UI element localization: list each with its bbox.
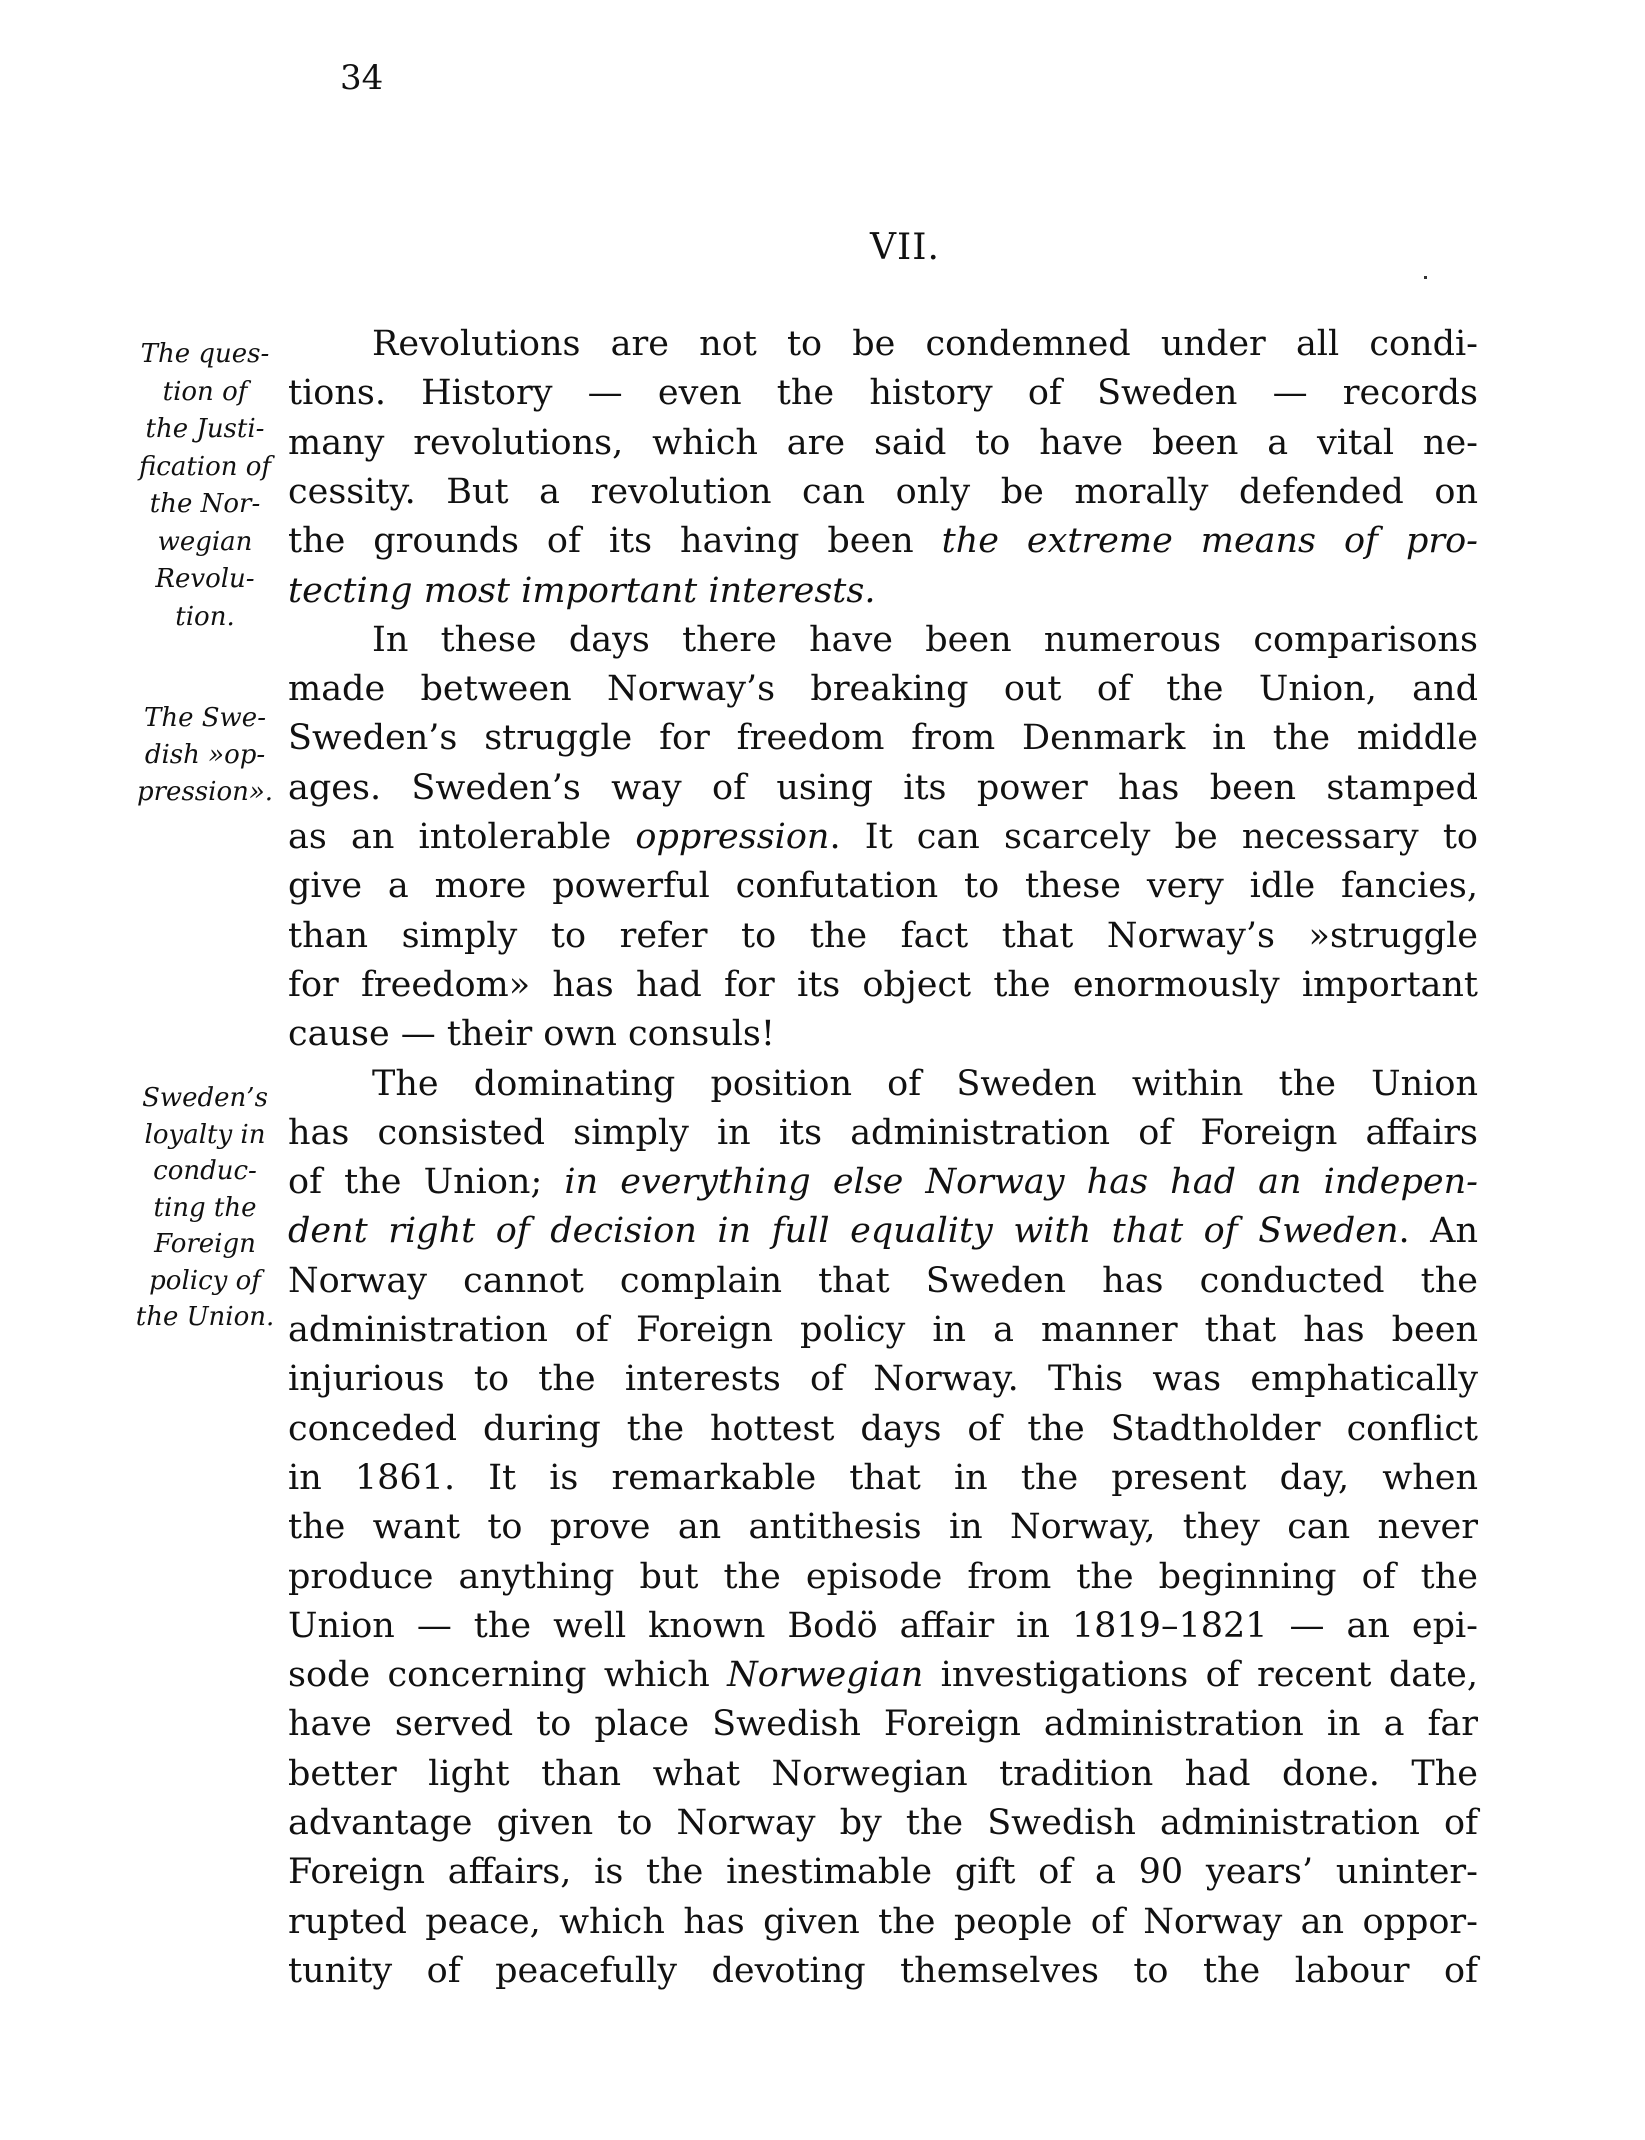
text-line: [288, 1158, 1478, 1207]
text-line: [288, 1503, 1478, 1552]
text-span: than simply to refer to the fact that Norway’s »struggle: [288, 915, 1478, 956]
page-number: 34: [340, 58, 384, 98]
margin-note-line: Sweden’s: [142, 1083, 268, 1113]
margin-note-line: Revolu-: [155, 564, 255, 594]
text-span: tunity of peacefully devoting themselves to the labour of: [288, 1950, 1478, 1991]
text-line: [288, 1799, 1478, 1848]
margin-note-line: Foreign: [154, 1229, 256, 1259]
text-span: . An: [1398, 1211, 1478, 1252]
text-span: in 1861. It is remarkable that in the present day, when: [288, 1457, 1478, 1498]
text-line: [288, 813, 1478, 862]
margin-note-line: dish »op-: [144, 740, 266, 770]
text-span: tions. History — even the history of Sweden — records: [288, 373, 1478, 414]
paragraph-first-line: [288, 616, 1478, 665]
text-line: [288, 714, 1478, 763]
text-line: [288, 862, 1478, 911]
text-span: made between Norway’s breaking out of the Union, and: [288, 669, 1478, 710]
text-line: [288, 567, 1478, 616]
text-span: for freedom» has had for its object the enormously important: [288, 964, 1478, 1005]
text-line: [288, 1257, 1478, 1306]
text-line: [288, 1207, 1478, 1256]
text-span: The dominating position of Sweden within the Union: [372, 1063, 1478, 1104]
text-span: has consisted simply in its administration of Foreign affairs: [288, 1112, 1478, 1153]
text-line: [288, 1454, 1478, 1503]
margin-note-line: the Justi-: [145, 414, 265, 444]
text-line: [288, 1750, 1478, 1799]
margin-note-line: wegian: [157, 526, 253, 557]
margin-note-line: pression».: [136, 777, 274, 807]
text-span: Revolutions are not to be condemned under all condi-: [372, 324, 1478, 364]
margin-note-line: the Nor-: [149, 489, 261, 519]
margin-note-line: tion.: [175, 601, 235, 632]
text-span: give a more powerful confutation to these very idle fancies,: [288, 866, 1478, 907]
text-span: sode concerning which: [288, 1655, 728, 1696]
text-span: injurious to the interests of Norway. This was emphatically: [288, 1359, 1478, 1400]
italic-text: the extreme means of pro-: [941, 521, 1478, 562]
text-line: [288, 912, 1478, 961]
text-line: [288, 1651, 1478, 1700]
margin-note-line: policy of: [149, 1265, 261, 1296]
paragraph-first-line: [288, 1060, 1478, 1109]
text-span: rupted peace, which has given the people of Norway an oppor-: [288, 1901, 1478, 1942]
text-line: [288, 1898, 1478, 1947]
text-line: [288, 1355, 1478, 1404]
text-line: [288, 1602, 1478, 1651]
margin-note-line: loyalty in: [144, 1119, 266, 1150]
print-speck: [1424, 276, 1427, 279]
margin-note-line: fication of: [138, 451, 272, 482]
text-span: cause — their own consuls!: [288, 1014, 775, 1055]
margin-note-line: ting the: [153, 1192, 257, 1223]
margin-note-line: tion of: [162, 376, 248, 407]
text-line: [288, 1306, 1478, 1355]
text-span: In these days there have been numerous comparisons: [372, 619, 1478, 660]
text-span: as an intolerable: [288, 817, 636, 857]
text-line: [288, 1010, 1478, 1059]
text-span: cessity. But a revolution can only be morally defended on: [288, 471, 1478, 512]
text-line: [288, 419, 1478, 468]
paragraph-first-line: [288, 320, 1478, 369]
italic-text: dent right of decision in full equality with that of Sweden: [288, 1211, 1399, 1252]
text-span: advantage given to Norway by the Swedish administration of: [288, 1803, 1478, 1843]
text-line: [288, 517, 1478, 566]
text-span: conceded during the hottest days of the Stadtholder conflict: [288, 1408, 1478, 1449]
text-line: [288, 369, 1478, 418]
text-span: Norway cannot complain that Sweden has conducted the: [288, 1260, 1478, 1301]
text-span: of the Union;: [288, 1162, 565, 1203]
text-span: administration of Foreign policy in a manner that has been: [288, 1310, 1478, 1350]
text-span: produce anything but the episode from the beginning of the: [288, 1556, 1478, 1597]
italic-text: Norwegian: [727, 1655, 924, 1696]
text-span: better light than what Norwegian tradition had done. The: [288, 1753, 1478, 1794]
chapter-heading: VII.: [870, 227, 940, 268]
text-line: [288, 1553, 1478, 1602]
text-line: [288, 1405, 1478, 1454]
italic-text: tecting most important interests.: [288, 570, 876, 611]
text-line: [288, 665, 1478, 714]
text-line: [288, 961, 1478, 1010]
text-span: Foreign affairs, is the inestimable gift of a 90 years’ uninter-: [288, 1852, 1478, 1893]
text-line: [288, 1109, 1478, 1158]
text-line: [288, 1947, 1478, 1996]
text-line: [288, 764, 1478, 813]
margin-note-line: the Union.: [135, 1302, 275, 1332]
text-span: the grounds of its having been: [288, 521, 942, 562]
text-span: Union — the well known Bodö affair in 1819–1821 — an epi-: [288, 1605, 1478, 1646]
text-span: the want to prove an antithesis in Norway, they can never: [288, 1507, 1478, 1548]
text-line: [288, 1848, 1478, 1897]
text-span: ages. Sweden’s way of using its power has been stamped: [288, 767, 1478, 808]
text-span: investigations of recent date,: [923, 1655, 1478, 1696]
italic-text: in everything else Norway has had an indepen-: [564, 1162, 1478, 1203]
margin-note-line: conduc-: [153, 1156, 257, 1186]
text-line: [288, 1700, 1478, 1749]
margin-note-line: The Swe-: [144, 703, 266, 733]
text-line: [288, 468, 1478, 517]
margin-note-line: The ques-: [140, 339, 270, 369]
text-span: . It can scarcely be necessary to: [829, 817, 1478, 857]
italic-text: oppression: [635, 817, 830, 857]
text-span: Sweden’s struggle for freedom from Denmark in the middle: [288, 718, 1478, 759]
text-span: many revolutions, which are said to have been a vital ne-: [288, 422, 1478, 463]
text-span: have served to place Swedish Foreign administration in a far: [288, 1704, 1478, 1745]
